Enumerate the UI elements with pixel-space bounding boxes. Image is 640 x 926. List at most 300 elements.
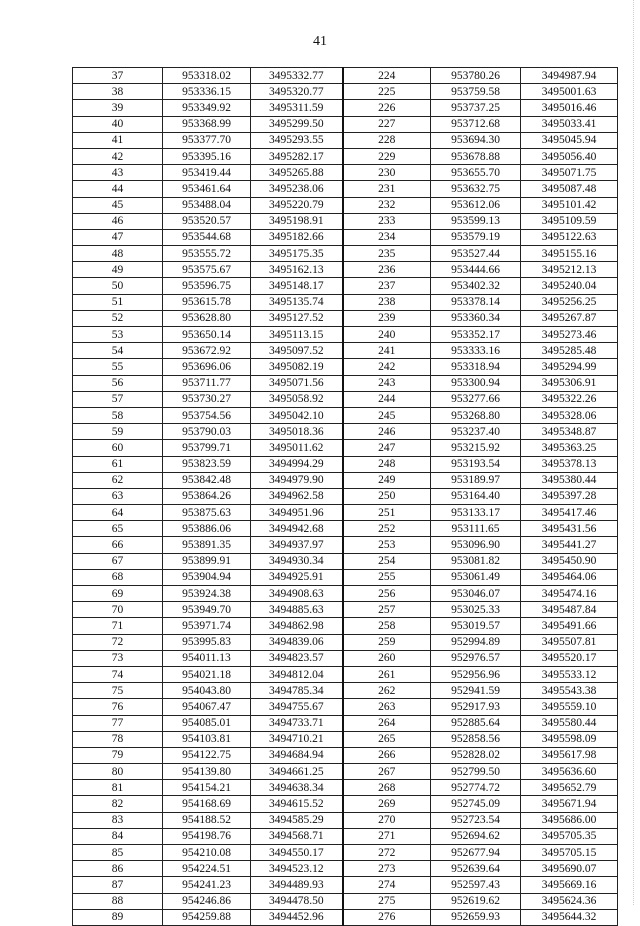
point-id-cell: 63 [73,488,163,504]
y-coordinate-cell: 3494979.90 [251,472,343,488]
point-id-cell: 231 [343,181,431,197]
point-id-cell: 249 [343,472,431,488]
x-coordinate-cell: 953971.74 [163,618,251,634]
point-id-cell: 275 [343,893,431,909]
table-row [73,116,618,132]
y-coordinate-cell: 3495636.60 [521,764,618,780]
x-coordinate-cell: 954241.23 [163,877,251,893]
point-id-cell: 230 [343,165,431,181]
y-coordinate-cell: 3495378.13 [521,456,618,472]
x-coordinate-cell: 953904.94 [163,569,251,585]
point-id-cell: 59 [73,424,163,440]
point-id-cell: 55 [73,359,163,375]
y-coordinate-cell: 3494523.12 [251,861,343,877]
x-coordinate-cell: 953555.72 [163,246,251,262]
y-coordinate-cell: 3494489.93 [251,877,343,893]
y-coordinate-cell: 3495380.44 [521,472,618,488]
x-coordinate-cell: 953924.38 [163,586,251,602]
point-id-cell: 229 [343,148,431,164]
x-coordinate-cell: 953842.48 [163,472,251,488]
x-coordinate-cell: 953402.32 [431,278,521,294]
y-coordinate-cell: 3495285.48 [521,343,618,359]
y-coordinate-cell: 3495543.38 [521,683,618,699]
point-id-cell: 86 [73,861,163,877]
y-coordinate-cell: 3495652.79 [521,780,618,796]
point-id-cell: 239 [343,310,431,326]
x-coordinate-cell: 954021.18 [163,666,251,682]
y-coordinate-cell: 3495293.55 [251,132,343,148]
point-id-cell: 67 [73,553,163,569]
y-coordinate-cell: 3495109.59 [521,213,618,229]
x-coordinate-cell: 954154.21 [163,780,251,796]
x-coordinate-cell: 953133.17 [431,505,521,521]
point-id-cell: 45 [73,197,163,213]
x-coordinate-cell: 953544.68 [163,229,251,245]
x-coordinate-cell: 953995.83 [163,634,251,650]
point-id-cell: 276 [343,909,431,925]
y-coordinate-cell: 3495082.19 [251,359,343,375]
x-coordinate-cell: 954011.13 [163,650,251,666]
y-coordinate-cell: 3495644.32 [521,909,618,925]
y-coordinate-cell: 3494710.21 [251,731,343,747]
y-coordinate-cell: 3495113.15 [251,327,343,343]
point-id-cell: 263 [343,699,431,715]
point-id-cell: 260 [343,650,431,666]
table-row [73,132,618,148]
point-id-cell: 253 [343,537,431,553]
y-coordinate-cell: 3495042.10 [251,407,343,423]
x-coordinate-cell: 953575.67 [163,262,251,278]
point-id-cell: 88 [73,893,163,909]
x-coordinate-cell: 954168.69 [163,796,251,812]
x-coordinate-cell: 953395.16 [163,148,251,164]
point-id-cell: 270 [343,812,431,828]
y-coordinate-cell: 3495617.98 [521,747,618,763]
table-row [73,407,618,423]
table-row [73,246,618,262]
x-coordinate-cell: 954198.76 [163,828,251,844]
x-coordinate-cell: 953655.70 [431,165,521,181]
y-coordinate-cell: 3495686.00 [521,812,618,828]
x-coordinate-cell: 953378.14 [431,294,521,310]
point-id-cell: 233 [343,213,431,229]
point-id-cell: 261 [343,666,431,682]
x-coordinate-cell: 952774.72 [431,780,521,796]
x-coordinate-cell: 952723.54 [431,812,521,828]
point-id-cell: 81 [73,780,163,796]
point-id-cell: 73 [73,650,163,666]
x-coordinate-cell: 953864.26 [163,488,251,504]
x-coordinate-cell: 953730.27 [163,391,251,407]
point-id-cell: 58 [73,407,163,423]
point-id-cell: 66 [73,537,163,553]
table-row [73,472,618,488]
y-coordinate-cell: 3495097.52 [251,343,343,359]
table-row [73,893,618,909]
y-coordinate-cell: 3495148.17 [251,278,343,294]
y-coordinate-cell: 3495175.35 [251,246,343,262]
y-coordinate-cell: 3495056.40 [521,148,618,164]
point-id-cell: 71 [73,618,163,634]
y-coordinate-cell: 3494823.57 [251,650,343,666]
point-id-cell: 250 [343,488,431,504]
x-coordinate-cell: 954224.51 [163,861,251,877]
point-id-cell: 262 [343,683,431,699]
y-coordinate-cell: 3495018.36 [251,424,343,440]
y-coordinate-cell: 3495071.56 [251,375,343,391]
page-number: 41 [313,34,327,49]
y-coordinate-cell: 3495322.26 [521,391,618,407]
point-id-cell: 232 [343,197,431,213]
x-coordinate-cell: 953300.94 [431,375,521,391]
point-id-cell: 255 [343,569,431,585]
x-coordinate-cell: 953419.44 [163,165,251,181]
point-id-cell: 259 [343,634,431,650]
y-coordinate-cell: 3495474.16 [521,586,618,602]
x-coordinate-cell: 952941.59 [431,683,521,699]
point-id-cell: 228 [343,132,431,148]
y-coordinate-cell: 3494962.58 [251,488,343,504]
x-coordinate-cell: 953046.07 [431,586,521,602]
x-coordinate-cell: 953019.57 [431,618,521,634]
point-id-cell: 267 [343,764,431,780]
point-id-cell: 42 [73,148,163,164]
point-id-cell: 78 [73,731,163,747]
point-id-cell: 243 [343,375,431,391]
table-row [73,213,618,229]
table-row [73,602,618,618]
y-coordinate-cell: 3495580.44 [521,715,618,731]
point-id-cell: 76 [73,699,163,715]
x-coordinate-cell: 953579.19 [431,229,521,245]
x-coordinate-cell: 953025.33 [431,602,521,618]
x-coordinate-cell: 952994.89 [431,634,521,650]
x-coordinate-cell: 953215.92 [431,440,521,456]
table-row [73,909,618,925]
y-coordinate-cell: 3495464.06 [521,569,618,585]
y-coordinate-cell: 3495671.94 [521,796,618,812]
y-coordinate-cell: 3495487.84 [521,602,618,618]
y-coordinate-cell: 3495238.06 [251,181,343,197]
y-coordinate-cell: 3494733.71 [251,715,343,731]
x-coordinate-cell: 954259.88 [163,909,251,925]
x-coordinate-cell: 953333.16 [431,343,521,359]
y-coordinate-cell: 3494615.52 [251,796,343,812]
x-coordinate-cell: 953754.56 [163,407,251,423]
table-row [73,84,618,100]
x-coordinate-cell: 953318.94 [431,359,521,375]
table-row [73,537,618,553]
point-id-cell: 237 [343,278,431,294]
x-coordinate-cell: 953672.92 [163,343,251,359]
table-row [73,634,618,650]
point-id-cell: 37 [73,68,163,84]
y-coordinate-cell: 3495016.46 [521,100,618,116]
y-coordinate-cell: 3494585.29 [251,812,343,828]
scan-edge-mark [631,0,634,905]
x-coordinate-cell: 952694.62 [431,828,521,844]
point-id-cell: 83 [73,812,163,828]
point-id-cell: 246 [343,424,431,440]
y-coordinate-cell: 3494661.25 [251,764,343,780]
point-id-cell: 77 [73,715,163,731]
point-id-cell: 48 [73,246,163,262]
point-id-cell: 51 [73,294,163,310]
y-coordinate-cell: 3495155.16 [521,246,618,262]
point-id-cell: 247 [343,440,431,456]
table-row [73,586,618,602]
table-row [73,391,618,407]
point-id-cell: 70 [73,602,163,618]
y-coordinate-cell: 3494942.68 [251,521,343,537]
y-coordinate-cell: 3495559.10 [521,699,618,715]
point-id-cell: 54 [73,343,163,359]
table-row [73,294,618,310]
point-id-cell: 68 [73,569,163,585]
point-id-cell: 252 [343,521,431,537]
point-id-cell: 241 [343,343,431,359]
x-coordinate-cell: 952597.43 [431,877,521,893]
table-row [73,731,618,747]
table-row [73,456,618,472]
point-id-cell: 41 [73,132,163,148]
point-id-cell: 61 [73,456,163,472]
y-coordinate-cell: 3495690.07 [521,861,618,877]
point-id-cell: 64 [73,505,163,521]
y-coordinate-cell: 3495328.06 [521,407,618,423]
x-coordinate-cell: 953696.06 [163,359,251,375]
x-coordinate-cell: 953360.34 [431,310,521,326]
y-coordinate-cell: 3494812.04 [251,666,343,682]
y-coordinate-cell: 3495122.63 [521,229,618,245]
point-id-cell: 226 [343,100,431,116]
x-coordinate-cell: 953678.88 [431,148,521,164]
table-row [73,764,618,780]
y-coordinate-cell: 3495058.92 [251,391,343,407]
x-coordinate-cell: 953096.90 [431,537,521,553]
y-coordinate-cell: 3495182.66 [251,229,343,245]
table-row [73,181,618,197]
table-row [73,100,618,116]
y-coordinate-cell: 3495624.36 [521,893,618,909]
point-id-cell: 82 [73,796,163,812]
y-coordinate-cell: 3494755.67 [251,699,343,715]
y-coordinate-cell: 3494987.94 [521,68,618,84]
point-id-cell: 46 [73,213,163,229]
x-coordinate-cell: 953349.92 [163,100,251,116]
y-coordinate-cell: 3495332.77 [251,68,343,84]
table-row [73,68,618,84]
x-coordinate-cell: 952828.02 [431,747,521,763]
x-coordinate-cell: 953111.65 [431,521,521,537]
point-id-cell: 257 [343,602,431,618]
table-row [73,327,618,343]
point-id-cell: 89 [73,909,163,925]
point-id-cell: 49 [73,262,163,278]
y-coordinate-cell: 3495441.27 [521,537,618,553]
y-coordinate-cell: 3495011.62 [251,440,343,456]
x-coordinate-cell: 952976.57 [431,650,521,666]
point-id-cell: 240 [343,327,431,343]
point-id-cell: 271 [343,828,431,844]
x-coordinate-cell: 953164.40 [431,488,521,504]
point-id-cell: 57 [73,391,163,407]
point-id-cell: 254 [343,553,431,569]
y-coordinate-cell: 3495320.77 [251,84,343,100]
y-coordinate-cell: 3495431.56 [521,521,618,537]
y-coordinate-cell: 3495294.99 [521,359,618,375]
point-id-cell: 274 [343,877,431,893]
coordinate-table-body [73,68,618,926]
x-coordinate-cell: 952956.96 [431,666,521,682]
x-coordinate-cell: 953799.71 [163,440,251,456]
point-id-cell: 56 [73,375,163,391]
x-coordinate-cell: 953268.80 [431,407,521,423]
x-coordinate-cell: 952619.62 [431,893,521,909]
y-coordinate-cell: 3495533.12 [521,666,618,682]
point-id-cell: 75 [73,683,163,699]
table-row [73,861,618,877]
y-coordinate-cell: 3494925.91 [251,569,343,585]
y-coordinate-cell: 3495267.87 [521,310,618,326]
x-coordinate-cell: 953277.66 [431,391,521,407]
x-coordinate-cell: 952917.93 [431,699,521,715]
table-row [73,424,618,440]
y-coordinate-cell: 3495045.94 [521,132,618,148]
point-id-cell: 251 [343,505,431,521]
point-id-cell: 272 [343,845,431,861]
x-coordinate-cell: 953318.02 [163,68,251,84]
x-coordinate-cell: 953596.75 [163,278,251,294]
point-id-cell: 60 [73,440,163,456]
y-coordinate-cell: 3495212.13 [521,262,618,278]
point-id-cell: 44 [73,181,163,197]
y-coordinate-cell: 3494550.17 [251,845,343,861]
point-id-cell: 265 [343,731,431,747]
x-coordinate-cell: 953737.25 [431,100,521,116]
x-coordinate-cell: 953599.13 [431,213,521,229]
table-row [73,877,618,893]
x-coordinate-cell: 953061.49 [431,569,521,585]
x-coordinate-cell: 953899.91 [163,553,251,569]
y-coordinate-cell: 3495265.88 [251,165,343,181]
point-id-cell: 234 [343,229,431,245]
table-row [73,165,618,181]
table-row [73,359,618,375]
x-coordinate-cell: 953352.17 [431,327,521,343]
y-coordinate-cell: 3495198.91 [251,213,343,229]
x-coordinate-cell: 953444.66 [431,262,521,278]
y-coordinate-cell: 3495127.52 [251,310,343,326]
y-coordinate-cell: 3495598.09 [521,731,618,747]
x-coordinate-cell: 954188.52 [163,812,251,828]
y-coordinate-cell: 3495417.46 [521,505,618,521]
table-row [73,812,618,828]
point-id-cell: 236 [343,262,431,278]
x-coordinate-cell: 954210.08 [163,845,251,861]
x-coordinate-cell: 953823.59 [163,456,251,472]
y-coordinate-cell: 3494568.71 [251,828,343,844]
x-coordinate-cell: 953189.97 [431,472,521,488]
y-coordinate-cell: 3495256.25 [521,294,618,310]
y-coordinate-cell: 3494452.96 [251,909,343,925]
point-id-cell: 244 [343,391,431,407]
x-coordinate-cell: 953368.99 [163,116,251,132]
point-id-cell: 80 [73,764,163,780]
table-row [73,699,618,715]
y-coordinate-cell: 3494951.96 [251,505,343,521]
point-id-cell: 224 [343,68,431,84]
coordinate-table [72,67,618,926]
table-row [73,747,618,763]
point-id-cell: 225 [343,84,431,100]
point-id-cell: 242 [343,359,431,375]
table-row [73,148,618,164]
table-row [73,505,618,521]
y-coordinate-cell: 3495705.15 [521,845,618,861]
x-coordinate-cell: 953694.30 [431,132,521,148]
x-coordinate-cell: 953886.06 [163,521,251,537]
table-row [73,343,618,359]
point-id-cell: 50 [73,278,163,294]
y-coordinate-cell: 3495101.42 [521,197,618,213]
x-coordinate-cell: 952677.94 [431,845,521,861]
x-coordinate-cell: 953461.64 [163,181,251,197]
y-coordinate-cell: 3495397.28 [521,488,618,504]
point-id-cell: 268 [343,780,431,796]
x-coordinate-cell: 952799.50 [431,764,521,780]
x-coordinate-cell: 952858.56 [431,731,521,747]
x-coordinate-cell: 954085.01 [163,715,251,731]
y-coordinate-cell: 3495220.79 [251,197,343,213]
x-coordinate-cell: 953711.77 [163,375,251,391]
point-id-cell: 72 [73,634,163,650]
y-coordinate-cell: 3494785.34 [251,683,343,699]
y-coordinate-cell: 3494862.98 [251,618,343,634]
point-id-cell: 62 [73,472,163,488]
point-id-cell: 269 [343,796,431,812]
y-coordinate-cell: 3495033.41 [521,116,618,132]
table-row [73,488,618,504]
table-row [73,553,618,569]
y-coordinate-cell: 3495306.91 [521,375,618,391]
x-coordinate-cell: 952745.09 [431,796,521,812]
table-row [73,440,618,456]
x-coordinate-cell: 954067.47 [163,699,251,715]
point-id-cell: 38 [73,84,163,100]
x-coordinate-cell: 953377.70 [163,132,251,148]
point-id-cell: 84 [73,828,163,844]
point-id-cell: 40 [73,116,163,132]
x-coordinate-cell: 953790.03 [163,424,251,440]
y-coordinate-cell: 3495348.87 [521,424,618,440]
point-id-cell: 87 [73,877,163,893]
point-id-cell: 273 [343,861,431,877]
y-coordinate-cell: 3494994.29 [251,456,343,472]
x-coordinate-cell: 953081.82 [431,553,521,569]
y-coordinate-cell: 3494684.94 [251,747,343,763]
table-row [73,278,618,294]
y-coordinate-cell: 3495491.66 [521,618,618,634]
point-id-cell: 79 [73,747,163,763]
y-coordinate-cell: 3494908.63 [251,586,343,602]
y-coordinate-cell: 3494638.34 [251,780,343,796]
table-row [73,715,618,731]
x-coordinate-cell: 953612.06 [431,197,521,213]
table-row [73,780,618,796]
point-id-cell: 248 [343,456,431,472]
x-coordinate-cell: 954246.86 [163,893,251,909]
